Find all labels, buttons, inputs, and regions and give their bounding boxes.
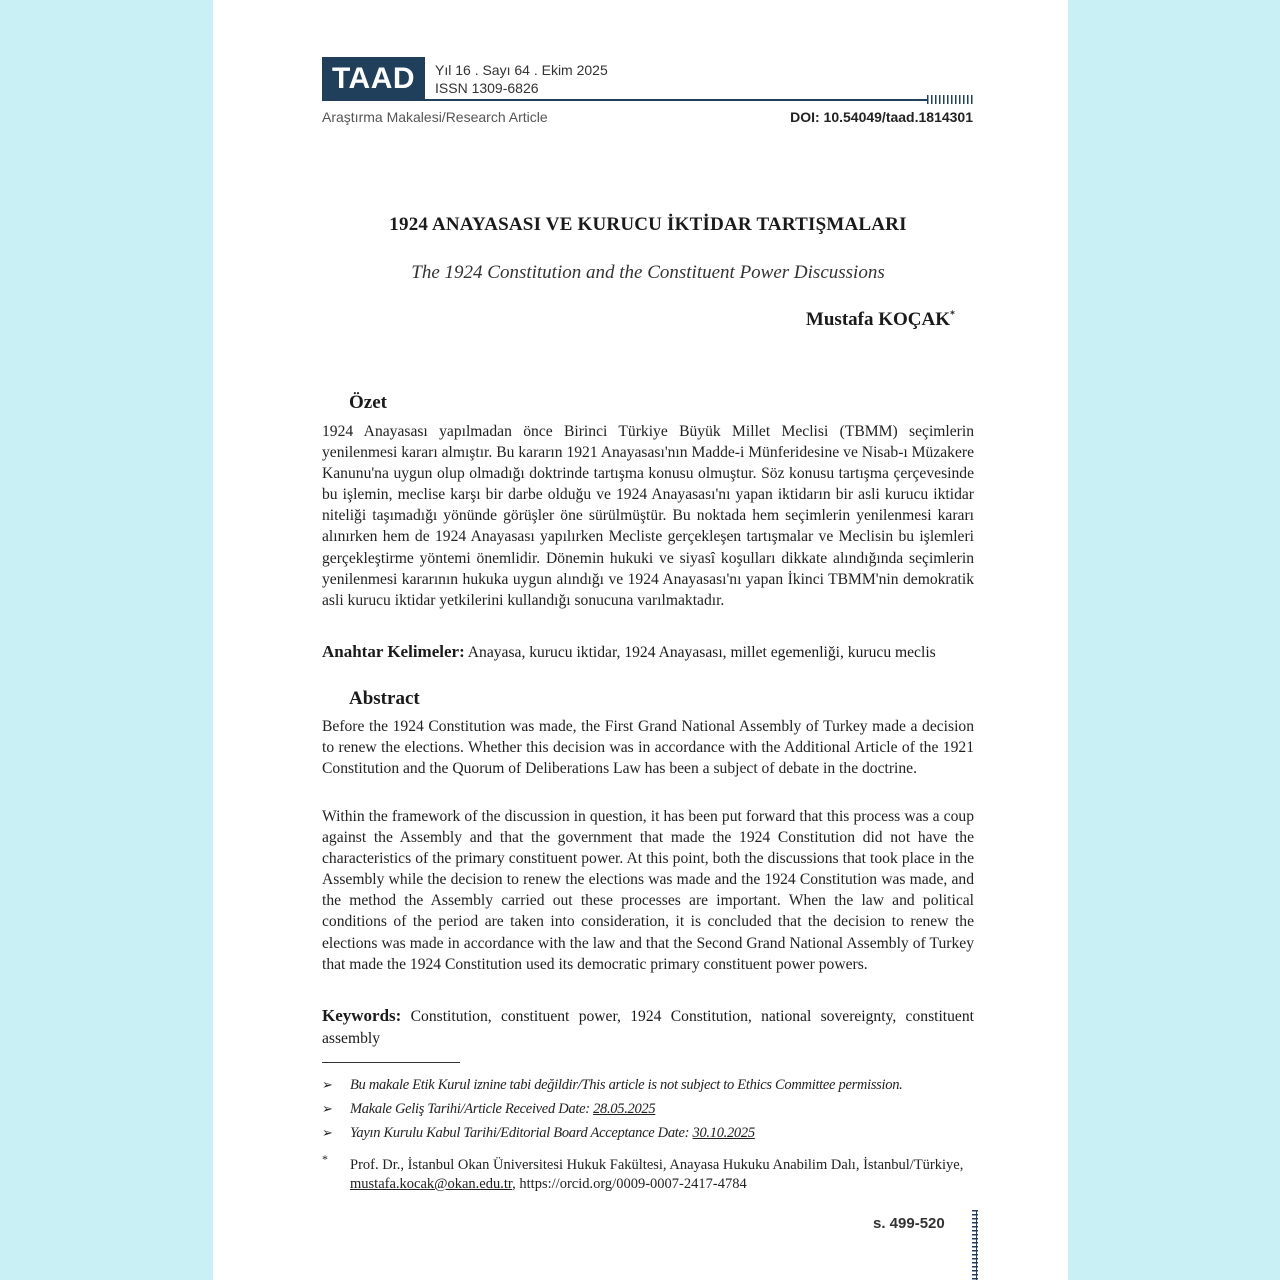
author-affiliation (350, 1156, 976, 1194)
ozet-keywords (322, 641, 974, 664)
received-label: Makale Geliş Tarihi/Article Received Date: (350, 1101, 594, 1117)
article-type: Araştırma Makalesi/Research Article (322, 109, 548, 125)
affiliation-mark: * (322, 1152, 328, 1166)
footnote-received-text (350, 1101, 655, 1118)
footnote-rule (322, 1062, 460, 1063)
abstract-heading: Abstract (349, 688, 420, 709)
journal-logo: TAAD (322, 57, 425, 100)
page-range: s. 499-520 (873, 1215, 945, 1232)
affiliation-text: Prof. Dr., İstanbul Okan Üniversitesi Hukuk Fakültesi, Anayasa Hukuku Anabilim Dalı, İstanbul/Türkiye, (350, 1157, 964, 1173)
author-text: Mustafa KOÇAK (805, 309, 950, 330)
abstract-keywords (322, 1005, 974, 1049)
arrow-bullet-icon: ➢ (322, 1125, 333, 1140)
abstract-keywords-label: Keywords: (322, 1006, 402, 1025)
abstract-body-1: Before the 1924 Constitution was made, the First Grand National Assembly of Turkey made a decision to renew the elections. Whether this decision was in accordance with the Additional Article of the 1921 Constitution and the Quorum of Deliberations Law has been a subject of debate in the doctrine. (322, 718, 974, 778)
ozet-keywords-text: Anayasa, kurucu iktidar, 1924 Anayasası, millet egemenliği, kurucu meclis (467, 644, 936, 661)
ozet-body: 1924 Anayasası yapılmadan önce Birinci Türkiye Büyük Millet Meclisi (TBMM) seçimlerin yenilenmesi kararı almıştır. Bu kararın 1921 Anayasası'nın Madde-i Münferidesine ve Nisab-ı Müzakere Kanunu'na uygun olup olmadığı doktrinde tartışma konusu olmuştur. Söz konusu tartışma çerçevesinde bu işlemin, meclise karşı bir darbe olduğu ve 1924 Anayasası'nı yapan iktidarın bir asli kurucu iktidar niteliği taşımadığı yönünde görüşler öne sürülmüştür. Bu noktada hem seçimlerin yenilenmesi kararı alınırken hem de 1924 Anayasası yapılırken Mecliste gerçekleşen tartışmalar ve Meclisin bu işlemleri gerçekleştirme yöntemi önemlidir. Dönemin hukuki ve siyasî koşulları dikkate alındığında seçimlerin yenilenmesi kararının hukuka uygun alındığı ve 1924 Anayasası'nı yapan İkinci TBMM'nin demokratik asli kurucu iktidar yetkilerini kullandığı sonucuna varılmaktadır. (322, 423, 974, 609)
issn-line: ISSN 1309-6826 (435, 80, 539, 96)
accepted-label: Yayın Kurulu Kabul Tarihi/Editorial Board Acceptance Date: (350, 1125, 693, 1141)
author-email-link[interactable]: mustafa.kocak@okan.edu.tr (350, 1176, 513, 1192)
doi-link[interactable]: DOI: 10.54049/taad.1814301 (790, 109, 973, 125)
author-name (806, 309, 955, 331)
received-date: 28.05.2025 (593, 1101, 656, 1117)
ozet-keywords-label: Anahtar Kelimeler: (322, 642, 465, 661)
header-tick-marks (927, 95, 973, 104)
header-rule (322, 99, 928, 101)
footer-rule (976, 1210, 977, 1280)
arrow-bullet-icon: ➢ (322, 1101, 333, 1116)
issue-info (435, 61, 608, 97)
footnote-accepted-text (350, 1125, 755, 1142)
abstract-keywords-text: Constitution, constituent power, 1924 Constitution, national sovereignty, constituent assembly (322, 1008, 974, 1047)
article-subtitle: The 1924 Constitution and the Constituent Power Discussions (411, 262, 885, 283)
abstract-body-2: Within the framework of the discussion in question, it has been put forward that this process was a coup against the Assembly and that the government that made the 1924 Constitution did not have the characteristics of the primary constituent power. At this point, both the discussions that took place in the Assembly while the decision to renew the elections was made and the 1924 Constitution was made, and the method the Assembly carried out these processes are important. When the law and political conditions of the period are taken into consideration, it is concluded that the decision to renew the elections was made in accordance with the law and that the Second Grand National Assembly of Turkey that made the 1924 Constitution used its democratic primary constituent power powers. (322, 808, 974, 973)
orcid-link[interactable]: , https://orcid.org/0009-0007-2417-4784 (512, 1176, 747, 1192)
footer-tick-marks (972, 1210, 978, 1280)
ozet-heading: Özet (349, 392, 387, 413)
arrow-bullet-icon: ➢ (322, 1077, 333, 1092)
accepted-date: 30.10.2025 (692, 1125, 755, 1141)
article-title: 1924 ANAYASASI VE KURUCU İKTİDAR TARTIŞMALARI (389, 214, 907, 235)
paper-page (213, 0, 1068, 1280)
author-footnote-mark: * (950, 309, 955, 321)
issue-line: Yıl 16 . Sayı 64 . Ekim 2025 (435, 62, 608, 78)
footnote-ethics-text: Bu makale Etik Kurul iznine tabi değildir/This article is not subject to Ethics Committee permission. (350, 1077, 903, 1093)
